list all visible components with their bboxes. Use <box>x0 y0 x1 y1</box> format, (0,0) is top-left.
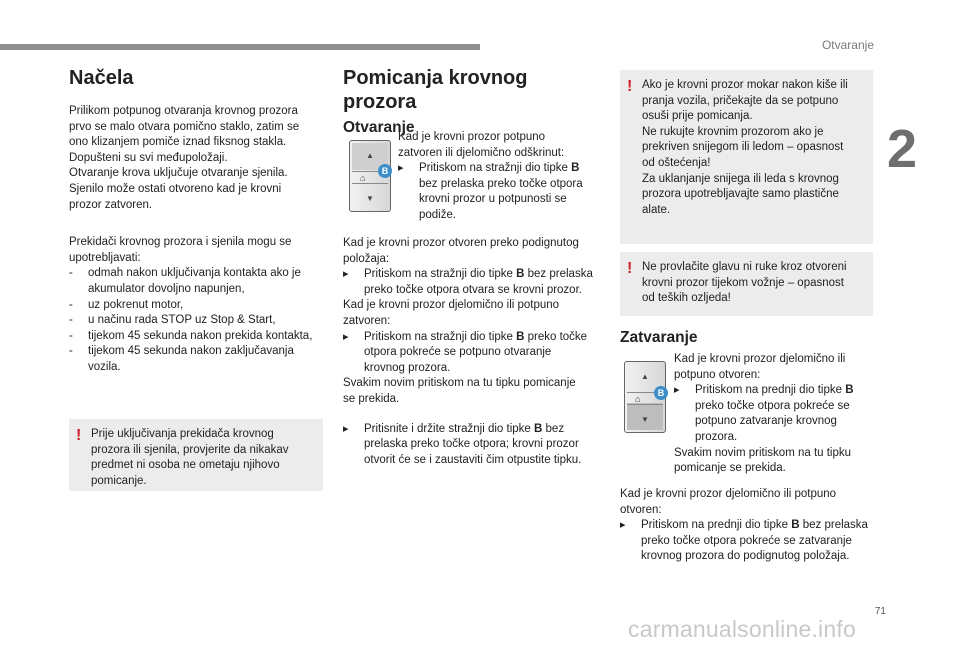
list-item: - u načinu rada STOP uz Stop & Start, <box>69 313 329 329</box>
car-icon: ⌂ <box>635 394 641 404</box>
car-icon: ⌂ <box>360 173 366 183</box>
section-label: Otvaranje <box>821 38 874 52</box>
usage-conditions-list <box>69 266 329 375</box>
arrow-down-icon: ▼ <box>366 194 374 203</box>
warning-icon: ! <box>627 260 633 277</box>
arrow-right-icon: ▸ <box>620 519 626 532</box>
closing-intro-block: Kad je krovni prozor djelomično ili potpuno otvoren: ▸ Pritiskom na prednji dio tipke B preko točke otpora pokreće se potpuno zatvaranje krovnog prozora. Svakim novim pritiskom na tu tipku pomicanje se prekida. <box>674 352 874 477</box>
closing-details-block: Kad je krovni prozor djelomično ili potpuno otvoren: ▸ Pritiskom na prednji dio tipke B bez prelaska preko točke otpora pokreće se zatvaranje krovnog prozora do podignutog položaja. <box>620 487 873 565</box>
closing-heading-block <box>620 328 873 348</box>
step-item: ▸ Pritisnite i držite stražnji dio tipke B bez prelaska preko točke otpora; krovni prozor otvorit će se i zaustaviti čim otpustite tipku. <box>343 422 582 466</box>
header-bar <box>0 44 480 50</box>
warning-box-left: ! Prije uključivanja prekidača krovnog prozora ili sjenila, provjerite da nikakav predmet ni osoba ne ometaju njihovo pomicanje. <box>69 419 323 491</box>
list-item: - tijekom 45 sekunda nakon zaključavanja vozila. <box>69 344 329 375</box>
warning-box-wet-roof: ! Ako je krovni prozor mokar nakon kiše ili pranja vozila, pričekajte da se potpuno osuši prije pomicanja. Ne rukujte krovnim prozorom ako je prekriven snijegom ili ledom – opasnost od oštećenja! Za uklanjanje snijega ili leda s krovnog prozora upotrebljavajte samo plastične alate. <box>620 70 873 244</box>
column-middle <box>343 66 595 138</box>
key-b-badge: B <box>654 386 668 400</box>
opening-intro-block: Kad je krovni prozor potpuno zatvoren ili djelomično odškrinut: ▸ Pritiskom na stražnji dio tipke B bez prelaska preko točke otpora krovni prozor u potpunosti se podiže. <box>398 130 598 224</box>
warning-box-head-hands: ! Ne provlačite glavu ni ruke kroz otvoreni krovni prozor tijekom vožnje – opasnost od teških ozljeda! <box>620 252 873 316</box>
arrow-right-icon: ▸ <box>343 422 349 435</box>
subtitle-opening: Otvaranje <box>343 119 415 136</box>
list-item: - uz pokrenut motor, <box>69 298 329 314</box>
watermark-text: carmanualsonline.info <box>628 616 856 642</box>
step-item: ▸ Pritiskom na prednji dio tipke B preko točke otpora pokreće se potpuno zatvaranje krovnog prozora. <box>674 384 854 443</box>
principles-paragraph: Prilikom potpunog otvaranja krovnog prozora prvo se malo otvara pomično staklo, zatim se ono klizanjem pomiče iznad fiksnog stakla. Dopušteni su svi međupoložaji. Otvaranje krova uključuje otvaranje sjenila. Sjenilo može ostati otvoreno kad je krovni prozor zatvoren. <box>69 105 300 211</box>
arrow-up-icon: ▲ <box>366 151 374 160</box>
chapter-number: 2 <box>887 119 918 179</box>
step-item: ▸ Pritiskom na prednji dio tipke B bez prelaska preko točke otpora pokreće se zatvaranje krovnog prozora do podignutog položaja. <box>620 519 868 563</box>
key-b-badge: B <box>378 164 392 178</box>
warning-icon: ! <box>76 427 82 444</box>
column-left <box>69 66 329 376</box>
warning-icon: ! <box>627 78 633 95</box>
arrow-right-icon: ▸ <box>398 162 404 175</box>
step-item: ▸ Pritiskom na stražnji dio tipke B preko točke otpora pokreće se potpuno otvaranje krovnog prozora. <box>343 330 588 374</box>
arrow-right-icon: ▸ <box>343 268 349 281</box>
step-item: ▸ Pritiskom na stražnji dio tipke B bez prelaska preko točke otpora otvara se krovni prozor. <box>343 268 593 296</box>
arrow-down-icon: ▼ <box>641 415 649 424</box>
arrow-up-icon: ▲ <box>641 372 649 381</box>
list-item: - odmah nakon uključivanja kontakta ako je akumulator dovoljno napunjen, <box>69 266 329 297</box>
list-item: - tijekom 45 sekunda nakon prekida kontakta, <box>69 329 329 345</box>
subtitle-closing: Zatvaranje <box>620 329 698 346</box>
section-title-movements: Pomicanja krovnog prozora <box>343 67 528 113</box>
opening-details-block: Kad je krovni prozor otvoren preko podignutog položaja: ▸ Pritiskom na stražnji dio tipke B bez prelaska preko točke otpora otvara se krovni prozor. Kad je krovni prozor djelomično ili potpuno zatvoren: ▸ Pritiskom na stražnji dio tipke B preko točke otpora pokreće se potpuno otvaranje krovnog prozora. Svakim novim pritiskom na tu tipku pomicanje se prekida. ▸ Pritisnite i držite stražnji dio tipke B bez prelaska preko točke otpora; krovni prozor otvorit će se i zaustaviti čim otpustite tipku. <box>343 236 595 468</box>
arrow-right-icon: ▸ <box>343 330 349 343</box>
step-item: ▸ Pritiskom na stražnji dio tipke B bez prelaska preko točke otpora krovni prozor u potpunosti se podiže. <box>398 162 583 221</box>
page-number: 71 <box>874 606 886 617</box>
switch-usage-paragraph: Prekidači krovnog prozora i sjenila mogu se upotrebljavati: <box>69 236 292 264</box>
section-title-principles: Načela <box>69 67 134 89</box>
arrow-right-icon: ▸ <box>674 384 680 397</box>
